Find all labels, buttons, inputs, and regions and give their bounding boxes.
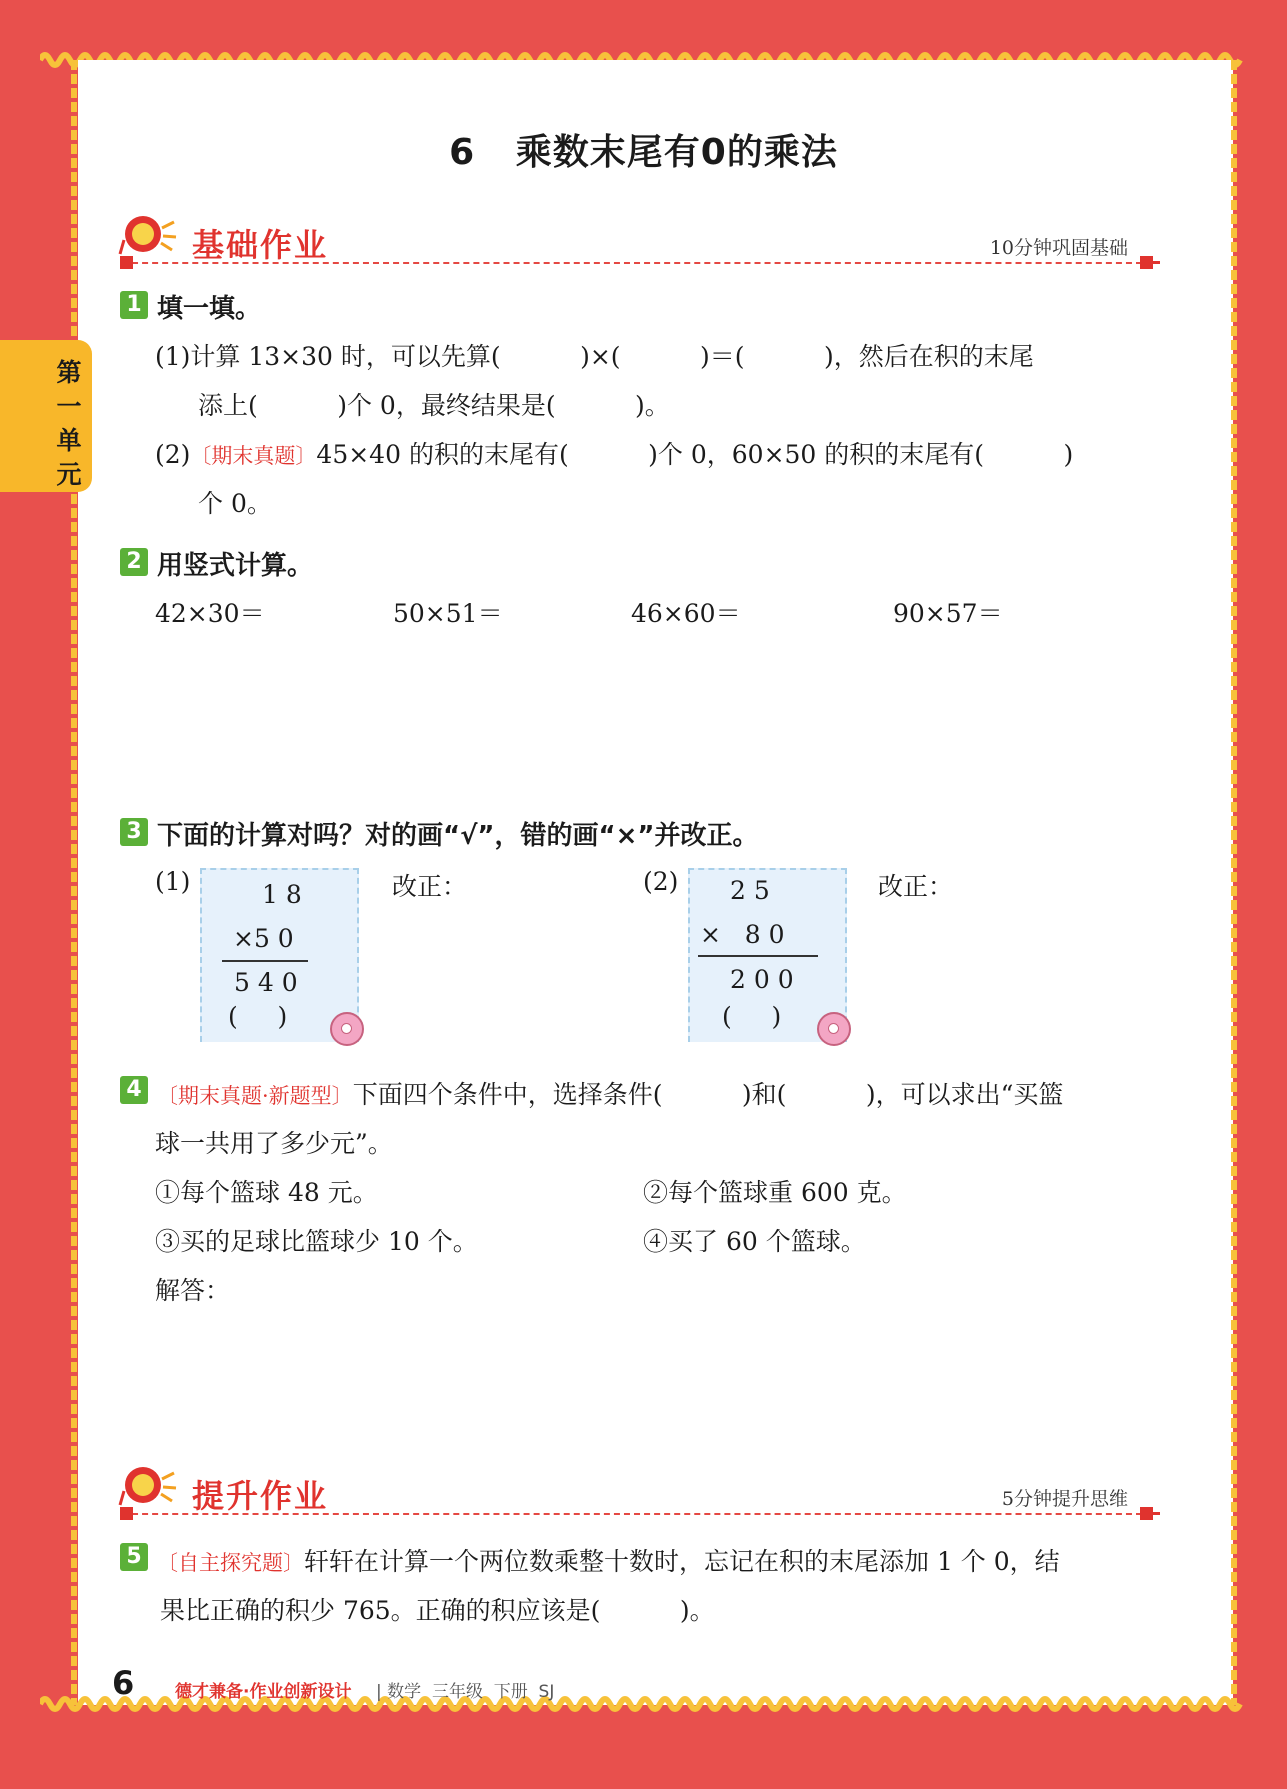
q3-c1-result: 5 4 0: [234, 968, 298, 997]
q3-c2-result: 2 0 0: [730, 965, 794, 994]
clock-mascot-icon: [118, 1461, 180, 1511]
q3-c2-multiplier: × 8 0: [700, 920, 785, 949]
q3-c1-multiplier: ×5 0: [233, 924, 294, 953]
q2-problem-4: 90×57＝: [893, 599, 1003, 628]
section-advanced-note: 5分钟提升思维: [1001, 1488, 1128, 1510]
q3-c1-fix-label: 改正：: [392, 872, 468, 901]
q3-c1-label: (1): [155, 867, 191, 896]
q2-problem-2: 50×51＝: [393, 599, 503, 628]
q4-option-4: ④买了 60 个篮球。: [643, 1227, 866, 1256]
page-title: 6 乘数末尾有0的乘法: [449, 132, 838, 173]
question-number: 1: [120, 291, 148, 319]
unit-side-tab-label: 第一单元: [56, 358, 82, 489]
q1-line1: (1)计算 13×30 时，可以先算( )×( )＝( )，然后在积的末尾: [155, 342, 1034, 371]
q3-c1-answer-paren[interactable]: ( ): [228, 1002, 288, 1031]
q3-c2-multiplicand: 2 5: [730, 876, 770, 905]
q4-option-2: ②每个篮球重 600 克。: [643, 1178, 907, 1207]
q3-c1-rule: [222, 960, 308, 962]
divider-end-tick: [1153, 261, 1160, 264]
q4-option-1: ①每个篮球 48 元。: [155, 1178, 378, 1207]
q1-line2: 添上( )个 0，最终结果是( )。: [198, 391, 670, 420]
donut-icon: [817, 1012, 851, 1046]
question-number: 3: [120, 818, 148, 846]
q4-line1: 〔期末真题·新题型〕下面四个条件中，选择条件( )和( )，可以求出“买篮: [157, 1080, 1064, 1109]
q4-answer-label: 解答：: [155, 1276, 231, 1305]
q3-c1-multiplicand: 1 8: [262, 880, 302, 909]
q3-c2-fix-label: 改正：: [878, 872, 954, 901]
section-basic-divider: [122, 262, 1142, 264]
section-advanced-divider: [122, 1513, 1142, 1515]
q3-title: 下面的计算对吗？对的画“√”，错的画“×”并改正。: [157, 821, 759, 851]
divider-end-tick: [1153, 1512, 1160, 1515]
clock-mascot-icon: [118, 210, 180, 260]
exam-tag: 〔自主探究题〕: [157, 1551, 304, 1575]
q1-title: 填一填。: [157, 294, 262, 324]
donut-icon: [330, 1012, 364, 1046]
q4-option-3: ③买的足球比篮球少 10 个。: [155, 1227, 478, 1256]
q1-line3: (2)〔期末真题〕45×40 的积的末尾有( )个 0，60×50 的积的末尾有( ): [155, 440, 1074, 469]
divider-start-marker: [120, 256, 133, 269]
q2-problem-1: 42×30＝: [155, 599, 265, 628]
section-basic-title: 基础作业: [192, 226, 329, 264]
right-wave-border: [1222, 60, 1246, 1705]
q1-line4: 个 0。: [198, 489, 272, 518]
q5-line1: 〔自主探究题〕轩轩在计算一个两位数乘整十数时，忘记在积的末尾添加 1 个 0，结: [157, 1547, 1060, 1576]
q3-c2-rule: [698, 955, 818, 957]
q3-c2-answer-paren[interactable]: ( ): [722, 1002, 782, 1031]
footer-brand: 德才兼备·作业创新设计: [175, 1682, 352, 1702]
divider-end-marker: [1140, 1507, 1153, 1520]
divider-start-marker: [120, 1507, 133, 1520]
exam-tag: 〔期末真题·新题型〕: [157, 1084, 353, 1108]
section-advanced-title: 提升作业: [192, 1477, 329, 1515]
q3-c2-label: (2): [643, 867, 679, 896]
question-number: 2: [120, 548, 148, 576]
divider-end-marker: [1140, 256, 1153, 269]
q2-problem-3: 46×60＝: [631, 599, 741, 628]
exam-tag: 〔期末真题〕: [190, 444, 317, 468]
question-number: 5: [120, 1543, 148, 1571]
question-number: 4: [120, 1076, 148, 1104]
q5-line2: 果比正确的积少 765。正确的积应该是( )。: [160, 1596, 715, 1625]
q2-title: 用竖式计算。: [157, 551, 314, 581]
left-wave-border: [62, 60, 86, 1705]
page-number: 6: [112, 1664, 135, 1702]
section-basic-note: 10分钟巩固基础: [989, 237, 1128, 259]
footer-info: | 数学 三年级 下册 SJ: [376, 1682, 555, 1702]
q4-line2: 球一共用了多少元”。: [155, 1129, 393, 1158]
